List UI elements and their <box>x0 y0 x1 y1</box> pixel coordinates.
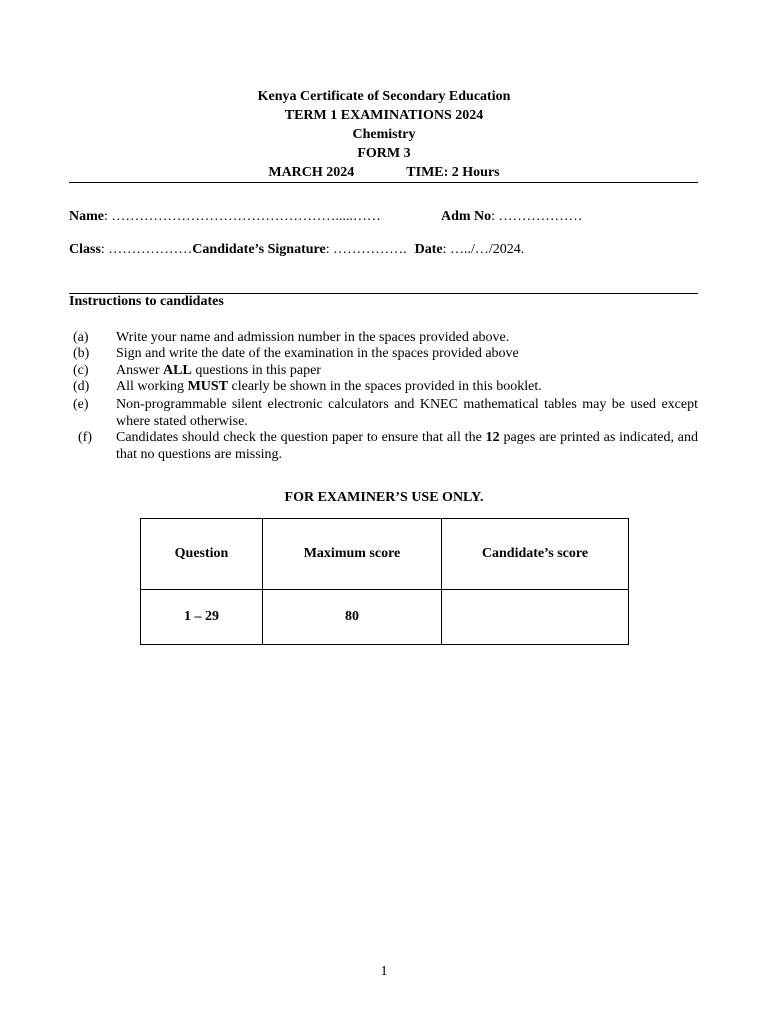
instruction-item <box>69 362 698 379</box>
instruction-label: (d) <box>73 379 90 394</box>
header-time: TIME: 2 Hours <box>406 165 500 180</box>
instruction-item <box>69 396 698 430</box>
instruction-item <box>69 378 698 395</box>
instruction-label: (c) <box>73 363 89 378</box>
header-divider <box>69 182 698 183</box>
header-date: MARCH 2024 <box>268 165 355 180</box>
name-label: Name <box>69 209 104 224</box>
adm-no-blank[interactable]: : ……………… <box>491 209 583 224</box>
adm-no-field[interactable] <box>441 208 583 226</box>
header-exam: TERM 1 EXAMINATIONS 2024 <box>284 108 484 123</box>
header-subject: Chemistry <box>352 127 416 142</box>
date-blank[interactable]: : …../…/2024. <box>442 242 525 257</box>
table-row <box>141 590 629 645</box>
table-header-row <box>141 519 629 590</box>
name-field[interactable] <box>69 208 381 226</box>
instruction-text: Sign and write the date of the examination in the spaces provided above <box>116 346 519 361</box>
class-label: Class <box>69 242 101 257</box>
instruction-label: (b) <box>73 346 90 361</box>
date-label: Date <box>414 242 443 257</box>
header-maximum-score: Maximum score <box>263 519 442 590</box>
instructions-title: Instructions to candidates <box>69 294 224 309</box>
name-blank[interactable]: : ………………………………………….....…… <box>104 209 381 224</box>
instruction-item <box>69 329 698 346</box>
instruction-text: Write your name and admission number in the spaces provided above. <box>116 330 510 345</box>
header-candidate-score: Candidate’s score <box>442 519 629 590</box>
header-board: Kenya Certificate of Secondary Education <box>257 89 511 104</box>
adm-no-label: Adm No <box>441 209 492 224</box>
instruction-label: (a) <box>73 330 89 345</box>
instruction-item <box>69 345 698 362</box>
header-question: Question <box>141 519 263 590</box>
header-date-time <box>0 164 768 182</box>
candidate-score-cell[interactable] <box>442 590 629 645</box>
instruction-text: Answer ALL questions in this paper <box>116 363 321 378</box>
class-blank[interactable]: : ……………… <box>100 242 193 257</box>
instruction-label: (e) <box>73 397 89 412</box>
instruction-text: Non-programmable silent electronic calculators and KNEC mathematical tables may be used except where stated otherwise. <box>116 397 698 429</box>
signature-blank[interactable]: : ……………. <box>325 242 407 257</box>
instruction-label: (f) <box>78 430 92 445</box>
instruction-text: All working MUST clearly be shown in the spaces provided in this booklet. <box>116 379 542 394</box>
question-range: 1 – 29 <box>141 590 263 645</box>
maximum-score-value: 80 <box>263 590 442 645</box>
header-form: FORM 3 <box>357 146 411 161</box>
examiner-score-table <box>140 518 629 645</box>
instruction-item <box>69 429 698 463</box>
signature-label: Candidate’s Signature <box>192 242 326 257</box>
page-number: 1 <box>380 964 388 979</box>
instruction-text: Candidates should check the question paper to ensure that all the 12 pages are printed as indicated, and that no questions are missing. <box>116 430 698 462</box>
class-signature-date-row <box>69 241 524 259</box>
examiner-title: FOR EXAMINER’S USE ONLY. <box>284 490 484 505</box>
